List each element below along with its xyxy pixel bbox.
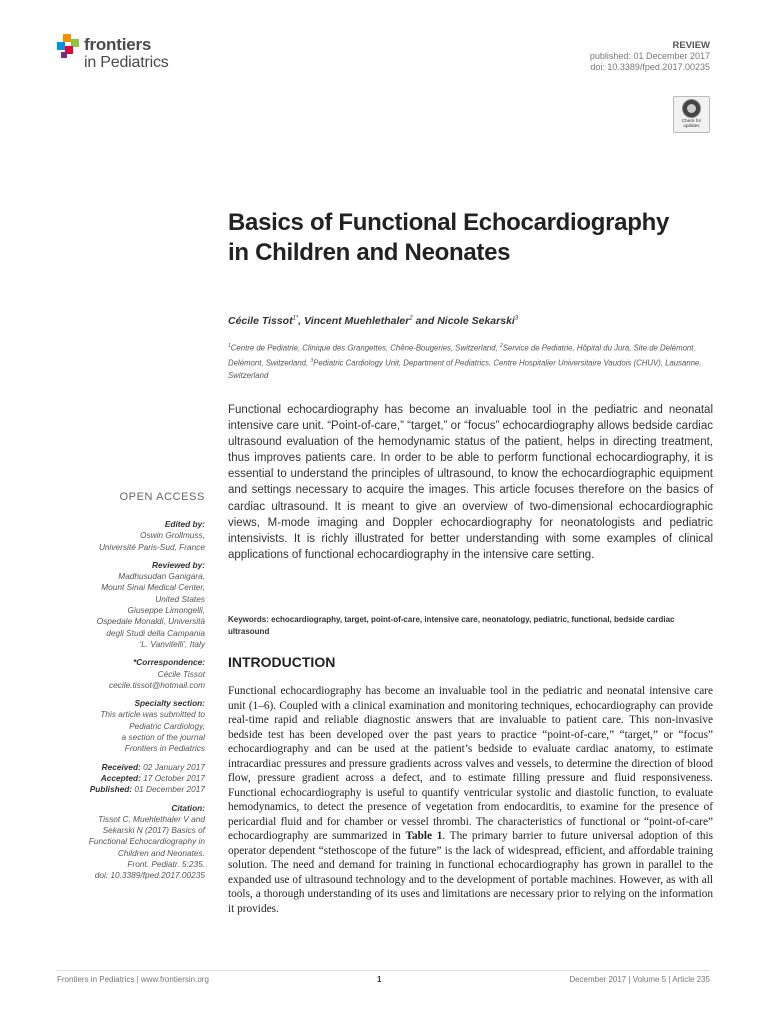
citation-line: Sekarski N (2017) Basics of (102, 825, 205, 836)
correspondence-name: Cécile Tissot (157, 668, 205, 679)
edited-by-label: Edited by: (164, 519, 205, 529)
affiliations (228, 340, 713, 382)
received-date: Received: 02 January 2017 (101, 761, 205, 772)
intro-text: Functional echocardiography has become an invaluable tool in the pediatric and neonatal intensive care unit (1–6). Coupled with a clinical examination and monitoring techniques, echocardiography can provide real-time rapid and reliable diagnostic answers that are invaluable to patient care. This non-invasive bedside test has been developed over the past years to practice “point-of-care,” “target,” or “focus” echocardiography and can be used at the patient’s bedside to evaluate cardiac anatomy, to estimate intracardiac pressures and pressure gradients across valves and vessels, to determine the direction of blood flow, pressure gradient across a defect, and to estimate filling pressure and fluid responsiveness. Functional echocardiography is useful to quantify ventricular systolic and diastolic function, to evaluate hemodynamics, to detect the presence of vegetation from endocarditis, to examine for the presence of pericardial fluid and for chamber or vessel thrombi. The characteristics of functional or “point-of-care” echocardiography are summarized in (228, 685, 713, 842)
affiliation: Pediatric Cardiology Unit, Department of Pediatrics, Centre Hospitalier Universitaire Vaudois (CHUV), Lausanne, Switzerland (228, 358, 702, 381)
article-header-meta (590, 40, 710, 73)
frontiers-logo-icon (57, 34, 81, 60)
affil-sup: 2 (499, 343, 503, 349)
reviewer-line: ‘L. Vanvitelli’, Italy (139, 638, 205, 649)
citation-label: Citation: (171, 802, 205, 813)
section-heading-introduction: INTRODUCTION (228, 654, 336, 670)
footer-issue-info: December 2017 | Volume 5 | Article 235 (569, 975, 710, 984)
published-date: published: 01 December 2017 (589, 51, 710, 61)
journal-logo[interactable] (57, 34, 197, 80)
badge-text: Check for updates (681, 118, 702, 128)
reviewer-line: Mount Sinai Medical Center, (101, 582, 205, 593)
update-check-icon (682, 99, 701, 118)
reviewer-line: United States (155, 593, 205, 604)
affil-sup: 3 (310, 357, 314, 364)
reviewer-line: Giuseppe Limongelli, (127, 605, 205, 616)
specialty-line: Pediatric Cardiology, (129, 720, 205, 731)
article-doi[interactable]: doi: 10.3389/fped.2017.00235 (590, 62, 710, 72)
page-footer (57, 970, 710, 991)
keywords-label: Keywords: (228, 615, 272, 624)
affil-sup: 1 (228, 343, 231, 349)
author-separator: , (298, 315, 305, 327)
author-name[interactable]: Vincent Muehlethaler (304, 315, 410, 327)
page-number: 1 (377, 975, 382, 984)
reviewer-line: Ospedale Monaldi, Università (96, 616, 205, 627)
author-affil-sup: 1* (292, 315, 299, 322)
logo-brand: frontiers (84, 35, 152, 54)
author-affil-sup: 3 (514, 315, 519, 322)
specialty-line: a section of the journal (121, 732, 205, 743)
reviewed-by-label: Reviewed by: (151, 559, 205, 570)
footer-journal-link[interactable]: Frontiers in Pediatrics | www.frontiersin.org (57, 975, 209, 984)
correspondence-label: *Correspondence: (133, 657, 205, 668)
citation-doi[interactable]: doi: 10.3389/fped.2017.00235 (94, 870, 205, 881)
editor-line: Oswin Grollmuss, (139, 530, 205, 541)
editor-line: Université Paris-Sud, France (98, 541, 205, 552)
correspondence-email[interactable]: cecile.tissot@hotmail.com (108, 679, 205, 690)
published-date-side: Published: 01 December 2017 (89, 784, 205, 795)
citation-line: Functional Echocardiography in (88, 836, 205, 847)
published-label: Published: (89, 784, 135, 795)
author-list (228, 315, 518, 327)
accepted-date: Accepted: 17 October 2017 (100, 772, 205, 783)
citation-line: Tissot C, Muehlethaler V and (98, 813, 205, 824)
article-info-sidebar (55, 519, 205, 882)
check-for-updates-badge[interactable] (673, 96, 710, 133)
reviewer-line: Madhusudan Ganigara, (118, 571, 205, 582)
citation-line: Front. Pediatr. 5:235. (127, 859, 205, 870)
author-separator: and (412, 315, 438, 327)
introduction-body (228, 684, 713, 916)
keywords-list: echocardiography, target, point-of-care, intensive care, neonatology, pediatric, functional, bedside cardiac ultrasound (228, 615, 675, 636)
affiliation: Service de Pediatrie, Hôpital du Jura, Site de Delémont, Delémont, Switzerland, (228, 343, 696, 368)
received-label: Received: (101, 761, 144, 772)
author-affil-sup: 2 (409, 315, 413, 322)
logo-journal: in Pediatrics (84, 54, 169, 71)
specialty-line: This article was submitted to (100, 709, 205, 720)
article-type: REVIEW (672, 40, 710, 51)
table-reference-link[interactable]: Table 1 (405, 830, 443, 842)
intro-text: . The primary barrier to future universal adoption of this operator dependent “stethoscope of the future” is the lack of widespread, efficient, and affordable training solution. The need and demand for training in functional echocardiography has grown in parallel to the expanded use of ultrasound technology and to the development of portable machines. However, as with all tools, a thorough understanding of its uses and limitations are necessary prior to relying on the information it provides. (228, 830, 713, 915)
open-access-label: OPEN ACCESS (119, 491, 205, 503)
author-name[interactable]: Nicole Sekarski (437, 315, 515, 327)
specialty-line: Frontiers in Pediatrics (124, 743, 205, 754)
reviewer-line: degli Studi della Campania (106, 627, 205, 638)
specialty-section-label: Specialty section: (134, 698, 205, 709)
abstract: Functional echocardiography has become an invaluable tool in the pediatric and neonatal intensive care unit. “Point-of-care,” “target,” or “focus” echocardiography allows bedside cardiac ultrasound evaluation of the hemodynamic status of the patient, helps in directing treatment, thus improves patients care. In order to be able to perform functional echocardiography, it is essential to understand the principles of ultrasound, to know the echocardiographic equipment and settings necessary to acquire the images. This article focuses therefore on the basics of cardiac ultrasound. It is meant to give an overview of two-dimensional echocardiographic views, M-mode imaging and Doppler echocardiography for neonatologists and pediatric intensivists. It is richly illustrated for better understanding with some examples of clinical applications of functional echocardiography in the intensive care setting. (228, 404, 713, 561)
affiliation: Centre de Pediatrie, Clinique des Grangettes, Chêne-Bougeries, Switzerland, (230, 343, 500, 353)
citation-line: Children and Neonates. (117, 847, 205, 858)
author-name[interactable]: Cécile Tissot (228, 315, 293, 327)
keywords (228, 614, 713, 638)
accepted-label: Accepted: (100, 772, 144, 783)
article-title: Basics of Functional Echocardiography in Children and Neonates (228, 209, 669, 266)
